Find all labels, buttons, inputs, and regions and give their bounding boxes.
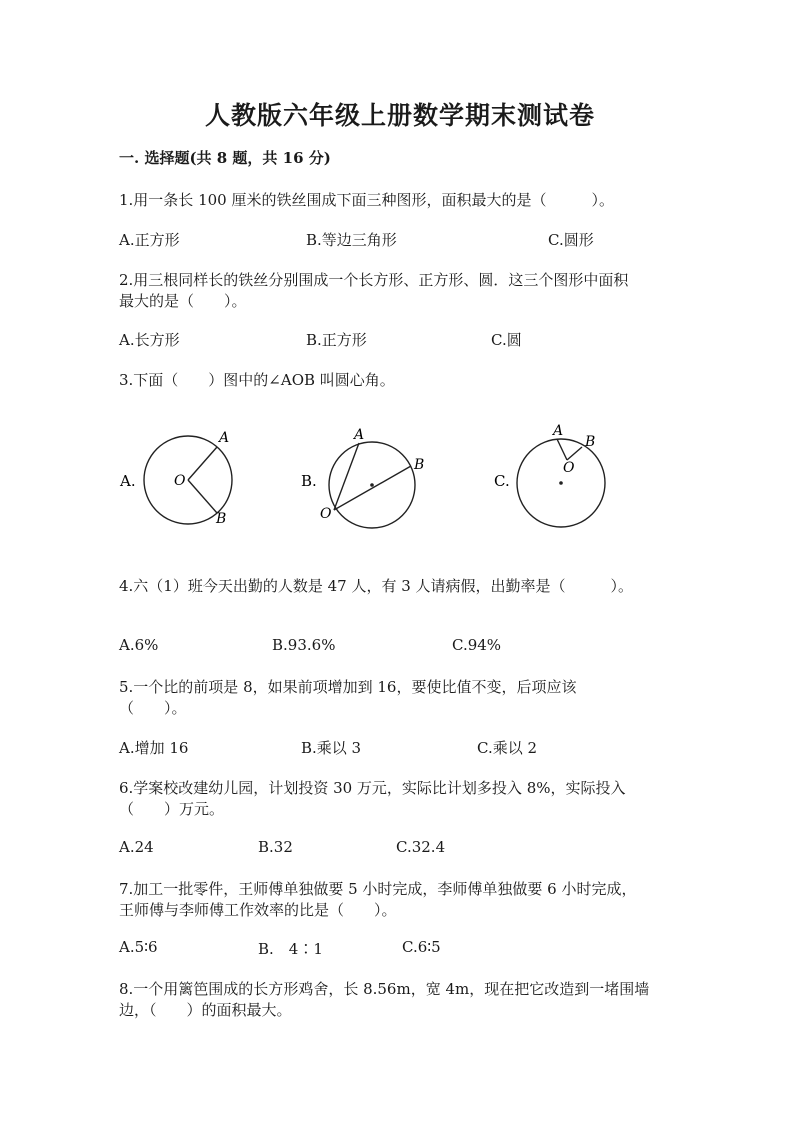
figure-a-option-label: A.	[120, 472, 136, 490]
figure-c-point-b: B	[585, 434, 596, 450]
figure-a	[119, 430, 232, 527]
figure-b-center-dot	[370, 483, 374, 487]
question-1-text: 1.用一条长 100 厘米的铁丝围成下面三种图形，面积最大的是（ ）。	[119, 191, 614, 209]
question-1-option-a: A.正方形	[119, 231, 180, 249]
figure-b-point-a: A	[354, 427, 365, 443]
figure-b-point-o: O	[320, 506, 332, 522]
page-title: 人教版六年级上册数学期末测试卷	[204, 101, 595, 130]
question-6-option-c: C.32.4	[396, 838, 446, 856]
question-7-text-line-2: 王师傅与李师傅工作效率的比是（ ）。	[119, 901, 397, 919]
figure-b-chord-ob	[334, 466, 411, 510]
question-4-text: 4.六（1）班今天出勤的人数是 47 人，有 3 人请病假，出勤率是（ ）。	[119, 577, 634, 595]
figure-c-segment-ob	[567, 447, 582, 460]
question-6-option-b: B.32	[258, 838, 293, 856]
question-2-text-line-2: 最大的是（ ）。	[119, 292, 247, 310]
circle-figures	[0, 0, 800, 560]
question-2-option-a: A.长方形	[119, 331, 180, 349]
question-6-text-line-1: 6.学案校改建幼儿园，计划投资 30 万元，实际比计划多投入 8%，实际投入	[119, 779, 626, 797]
question-1-option-c: C.圆形	[548, 231, 594, 249]
figure-b	[301, 427, 424, 528]
figure-a-point-o: O	[174, 473, 186, 489]
question-3-text: 3.下面（ ）图中的∠AOB 叫圆心角。	[119, 371, 395, 389]
figure-a-radius-ob	[188, 480, 217, 513]
section-heading: 一. 选择题(共 8 题，共 16 分)	[119, 149, 331, 167]
question-4-option-c: C.94%	[452, 636, 502, 654]
figure-c-point-a: A	[553, 423, 564, 439]
question-1-option-b: B.等边三角形	[306, 231, 397, 249]
question-5-option-a: A.增加 16	[119, 739, 189, 757]
figure-b-option-label: B.	[301, 472, 317, 490]
question-5-text-line-1: 5.一个比的前项是 8，如果前项增加到 16，要使比值不变，后项应该	[119, 678, 577, 696]
question-7-option-b: B. 4∶1	[258, 940, 323, 958]
question-5-option-c: C.乘以 2	[477, 739, 538, 757]
question-5-text-line-2: （ ）。	[119, 699, 187, 717]
figure-c-segment-oa	[557, 439, 567, 460]
question-7-option-a: A.5∶6	[119, 938, 158, 956]
question-2-option-c: C.圆	[491, 331, 522, 349]
question-8-text-line-2: 边，（ ）的面积最大。	[119, 1001, 292, 1019]
question-7-option-c: C.6∶5	[402, 938, 441, 956]
figure-a-radius-oa	[188, 447, 217, 480]
question-6-option-a: A.24	[119, 838, 154, 856]
figure-c-point-o: O	[563, 460, 575, 476]
question-5-option-b: B.乘以 3	[301, 739, 362, 757]
question-7-text-line-1: 7.加工一批零件，王师傅单独做要 5 小时完成，李师傅单独做要 6 小时完成，	[119, 880, 637, 898]
figure-a-point-b: B	[216, 511, 227, 527]
question-2-text-line-1: 2.用三根同样长的铁丝分别围成一个长方形、正方形、圆．这三个图形中面积	[119, 271, 629, 289]
question-6-text-line-2: （ ）万元。	[119, 800, 225, 818]
figure-c	[494, 423, 605, 527]
figure-b-chord-oa	[334, 443, 359, 510]
question-8-text-line-1: 8.一个用篱笆围成的长方形鸡舍，长 8.56m，宽 4m，现在把它改造到一堵围墙	[119, 980, 650, 998]
question-4-option-b: B.93.6%	[272, 636, 336, 654]
question-4-option-a: A.6%	[119, 636, 159, 654]
figure-b-point-b: B	[414, 457, 425, 473]
figure-a-point-a: A	[219, 430, 230, 446]
figure-c-option-label: C.	[494, 472, 510, 490]
question-2-option-b: B.正方形	[306, 331, 367, 349]
figure-c-center-dot	[559, 481, 563, 485]
